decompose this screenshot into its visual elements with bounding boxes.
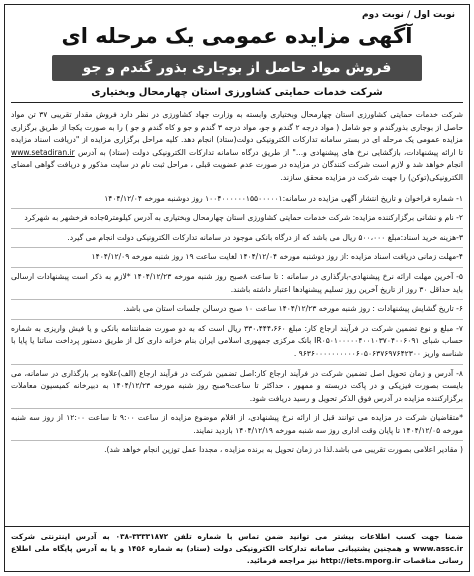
contact-footer: ضمنا جهت کسب اطلاعات بیشتر می توانید ضمن تماس با شماره تلفن ۳۳۳۳۱۸۷۲-۰۳۸ به آدرس اینترنتی شرکت www.assc.ir و همچنین پشتیبانی سامانه تدارکات الکترونیکی دولت (ستاد) به شماره ۱۴۵۶ و یا به آدرس پایگاه ملی اطلاع رسانی مناقصات http://iets.mporg.ir نیز مراجعه فرمائید. — [5, 526, 469, 571]
intro-text-after: انجام خواهد شد و لازم است شرکت کنندگان در مزایده در صورت عدم عضویت قبلی ، مراحل ثبت نام در سایت مذکور و دریافت گواهی امضای الکترونیکی(توکن) را جهت شرکت در مزایده محقق سازند. — [11, 160, 463, 182]
intro-text-before: شرکت خدمات حمایتی کشاورزی استان چهارمحال وبختیاری وابسته به وزارت جهاد کشاورزی در نظر دارد فروش مقدار تقریبی ۳۷ تن مواد حاصل از بوجاری بذورگندم و جو شامل ( مواد درجه ۲ گندم و جو، مواد درجه ۳ گندم و جو و کاه گندم و جو ) را به صورت یکجا از طریق برگزاری مزایده عمومی یک مرحله ای در بستر سامانه تدارکات الکترونیکی دولت(ستاد) انجام دهد. کلیه مراحل برگزاری مزایده از "دریافت اسناد مزایده تا ارائه پیشنهادات، بازگشایی نرخ های پیشنهادی و..." از طریق درگاه سامانه تدارکات الکترونیکی دولت (ستاد) به آدرس — [11, 110, 464, 157]
subject-banner: فروش مواد حاصل از بوجاری بذور گندم و جو — [52, 55, 422, 81]
page-title: آگهی مزایده عمومی یک مرحله ای — [61, 24, 413, 48]
list-item: ۷- مبلغ و نوع تضمین شرکت در فرآیند ارجاع کار: مبلغ ۳۳۰،۴۴۴،۶۶۰ ریال است که به دو صورت ضمانتنامه بانکی و یا فیش واریزی به شماره حساب شبای IR۰۵۰۱۰۰۰۰۰۴۰۰۱۰۳۷۰۴۰۰۶۰۹۱ بانک مرکزی جمهوری اسلامی ایران بنام خزانه داری کل از طریق دستور پرداخت ساتنا یا پایا با شناسه واریز ۹۶۳۶۰۰۰۰۰۰۰۰۰۰۶۰۵۰۶۳۷۶۹۷۶۴۲۳۰۰ . — [11, 320, 463, 365]
round-label: نوبت اول / نوبت دوم — [362, 10, 455, 20]
list-item: ۴-مهلت زمانی دریافت اسناد مزایده :از روز دوشنبه مورخه ۱۴۰۴/۱۲/۰۴ لغایت ساعت ۱۹ روز شنبه مورخه ۱۴۰۴/۱۲/۰۹ — [11, 248, 463, 268]
list-item: ۸- آدرس و زمان تحویل اصل تضمین شرکت در فرآیند ارجاع کار:اصل تضمین شرکت در فرآیند ارجاع (الف)علاوه بر بارگذاری در سامانه، می بایست بصورت فیزیکی و در پاکت دربسته و ممهور ، حداکثر تا ساعت۹صبح روز شنبه مورخه ۱۴۰۴/۱۲/۲۳ به دبیرخانه کمیسیون معاملات برگزارکننده مزایده در آدرس فوق الذکر تحویل و رسید دریافت شود. — [11, 365, 463, 410]
terms-list — [11, 190, 463, 461]
list-item: ۵- آخرین مهلت ارائه نرخ پیشنهادی-بارگذاری در سامانه : تا ساعت ۸صبح روز شنبه مورخه ۱۴۰۴/۱۲/۲۳ *لازم به ذکر است پیشنهادات ارسالی باید حداقل ۳۰ روز از تاریخ آخرین روز تسلیم پیشنهادها اعتبار داشته باشند. — [11, 268, 463, 300]
list-item: ۱- شماره فراخوان و تاریخ انتشار آگهی مزایده در سامانه:۱۰۰۴۰۰۰۰۰۰۱۵۵۰۰۰۰۰۱ روز دوشنبه مورخه ۱۴۰۴/۱۲/۰۴ — [11, 190, 463, 210]
list-item: *متقاضیان شرکت در مزایده می توانند قبل از ارائه نرخ پیشنهادی، از اقلام موضوع مزایده از ساعت ۹:۰۰ تا ساعت ۱۲:۰۰ از روز سه شنبه مورخه ۱۴۰۴/۱۲/۰۵ تا پایان وقت اداری روز سه شنبه مورخه ۱۴۰۴/۱۲/۱۹ بازدید نمایند. — [11, 409, 463, 441]
intro-paragraph — [11, 109, 463, 185]
list-item: ۶- تاریخ گشایش پیشنهادات : روز شنبه مورخه ۱۴۰۴/۱۲/۲۳ ساعت ۱۰ صبح درسالن جلسات استان می باشد. — [11, 300, 463, 320]
organization-name: شرکت خدمات حمایتی کشاورزی استان چهارمحال وبختیاری — [11, 87, 463, 103]
list-item: ۲- نام و نشانی برگزارکننده مزایده: شرکت خدمات حمایتی کشاورزی استان چهارمحال وبختیاری به آدرس کیلومتر۵جاده فرخشهر به شهرکرد — [11, 209, 463, 229]
list-item: ( مقادیر اعلامی بصورت تقریبی می باشد.لذا در زمان تحویل به برنده مزایده ، مجددا عمل توزین انجام خواهد شد). — [104, 445, 463, 455]
notice-frame — [4, 4, 470, 572]
setad-site-link[interactable]: www.setadiran.ir — [11, 147, 75, 157]
list-item: ۳-هزینه خرید اسناد:مبلغ ۵۰۰،۰۰۰ ریال می باشد که از درگاه بانکی موجود در سامانه تدارکات الکترونیکی دولت انجام می گیرد. — [11, 229, 463, 249]
